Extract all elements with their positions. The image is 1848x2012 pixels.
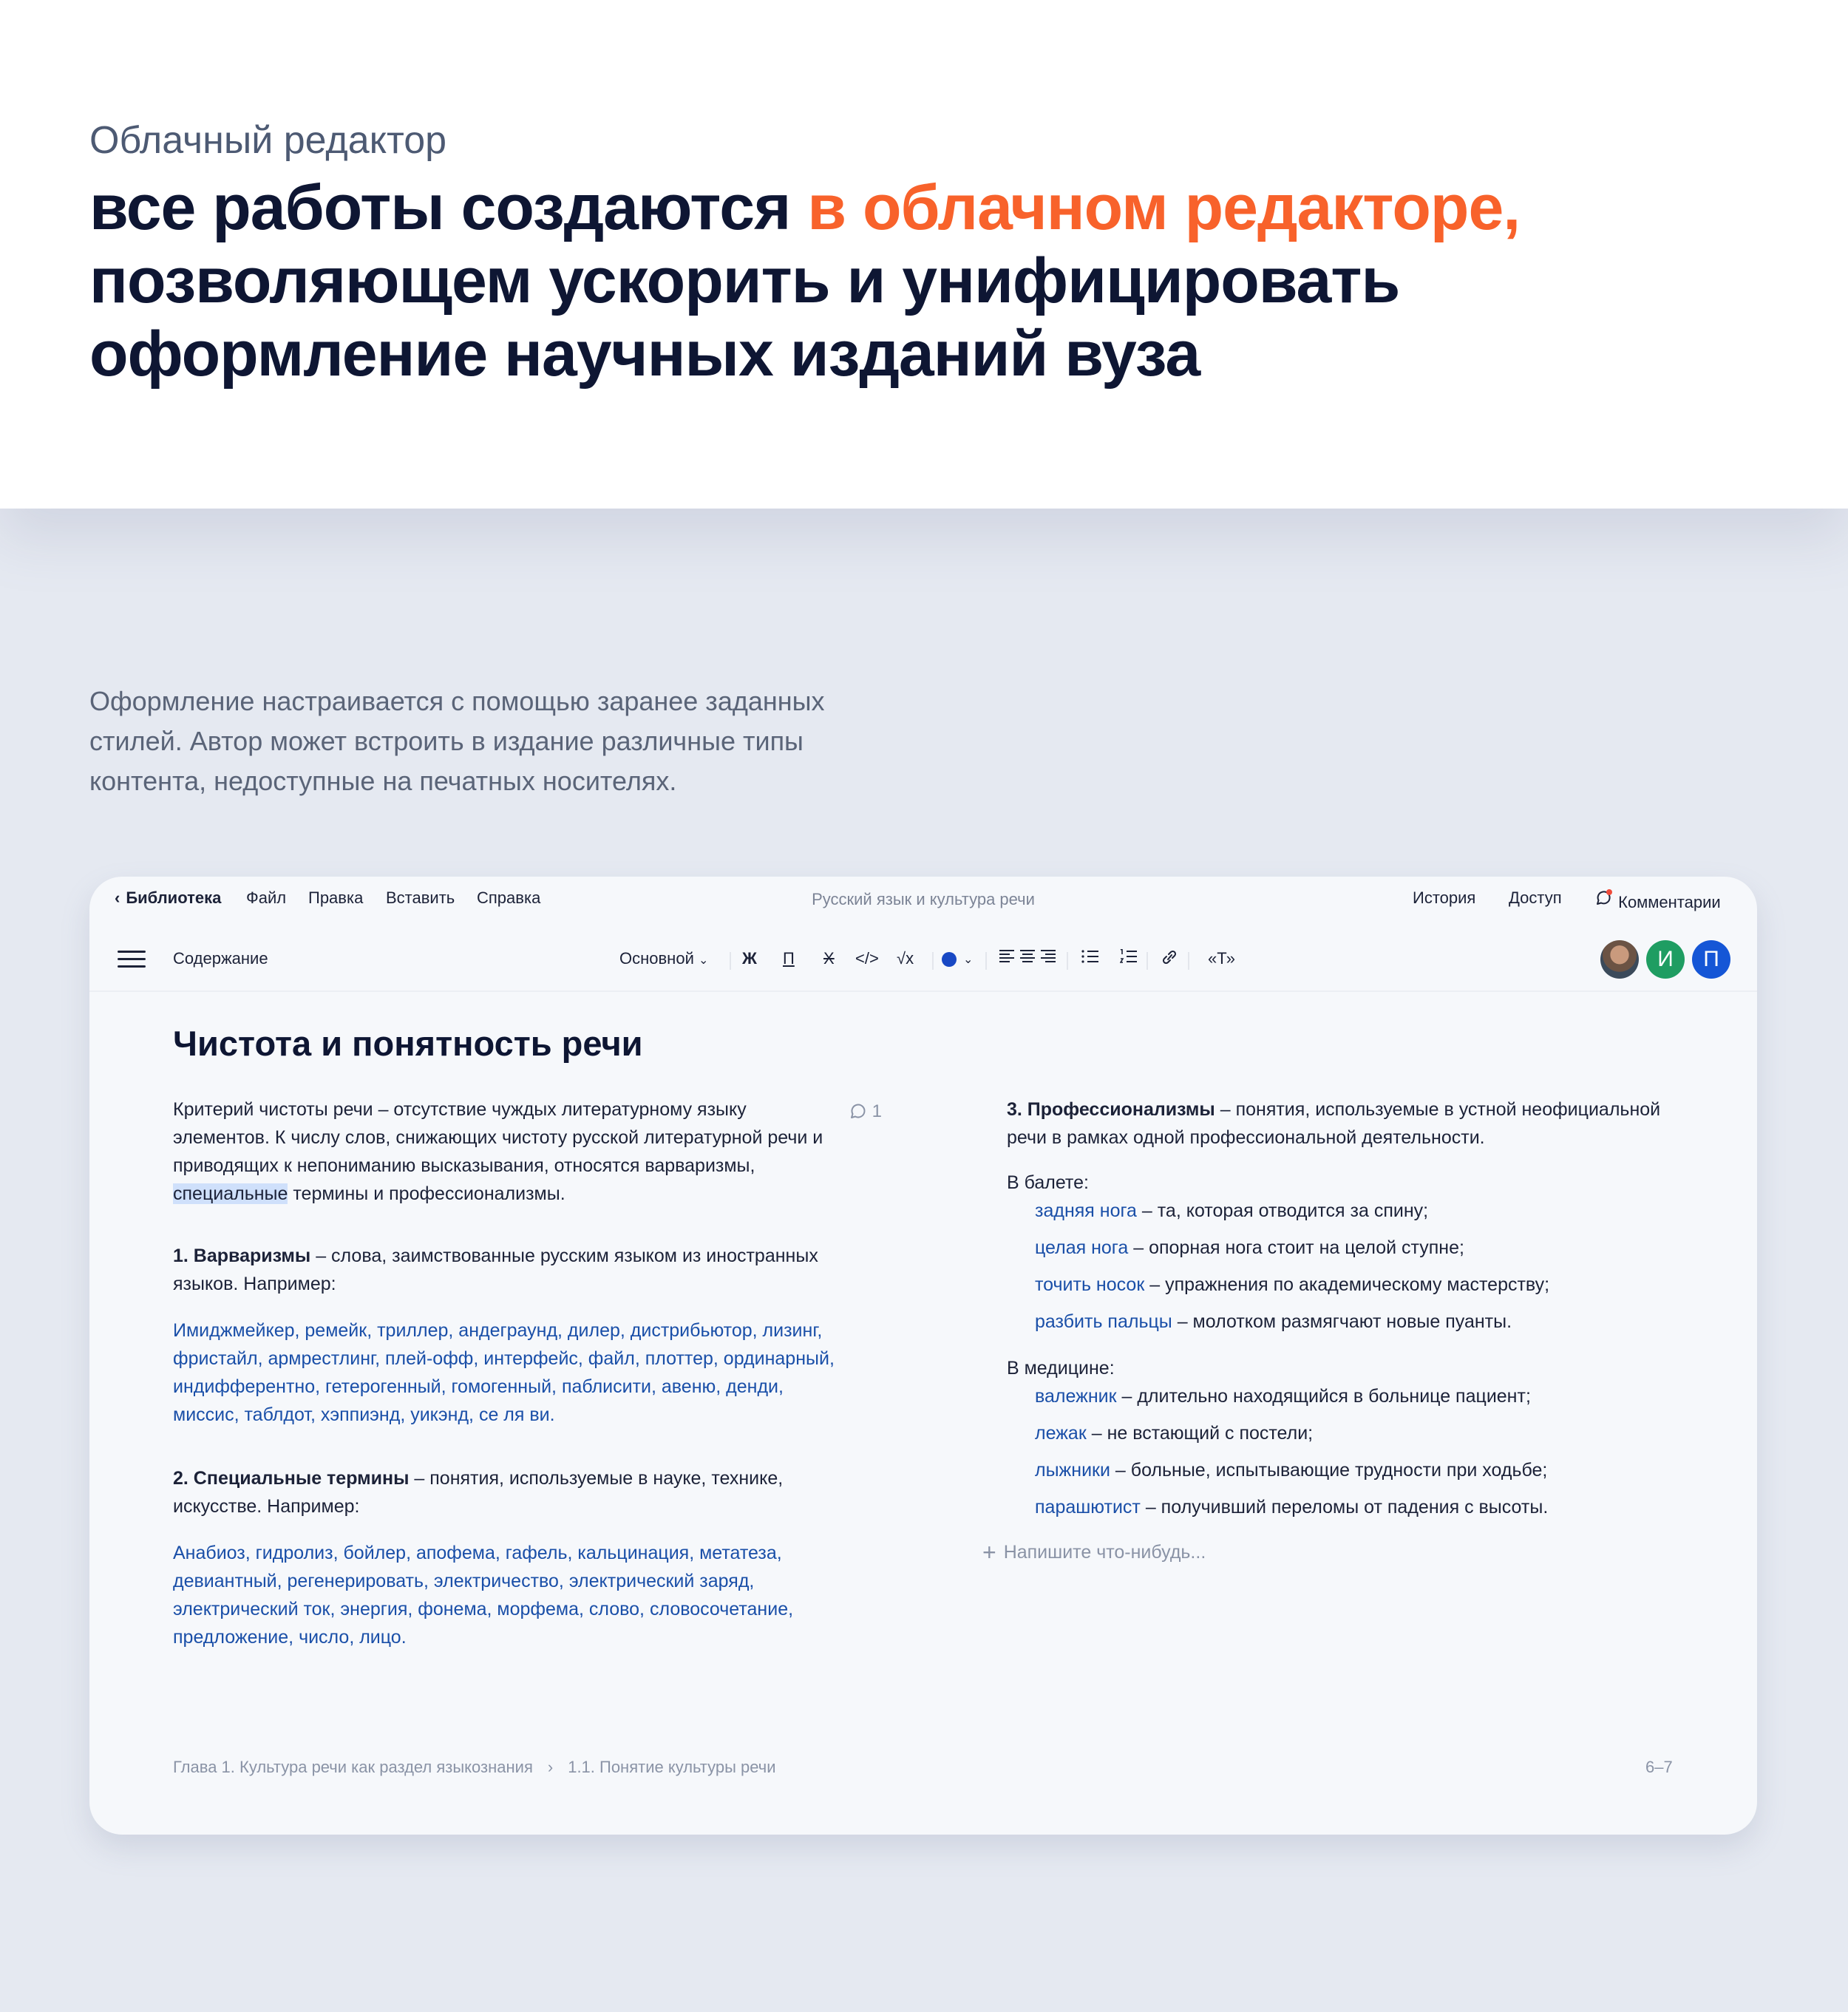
term-link[interactable]: целая нога xyxy=(1035,1237,1129,1258)
style-select-value: Основной xyxy=(619,949,694,968)
term-definition: – упражнения по академическому мастерству; xyxy=(1144,1274,1550,1295)
math-button[interactable]: √x xyxy=(897,949,914,968)
menu-insert[interactable]: Вставить xyxy=(386,888,455,907)
user-avatar-p[interactable]: П xyxy=(1692,940,1730,979)
section-title: 1. Варваризмы xyxy=(173,1245,311,1266)
document-heading: Чистота и понятность речи xyxy=(173,1024,643,1063)
toolbar-divider xyxy=(932,952,934,970)
section-special-terms[interactable] xyxy=(173,1464,823,1520)
ballet-term-row[interactable] xyxy=(1035,1234,1464,1262)
toolbar-divider xyxy=(1188,952,1189,970)
toolbar-divider xyxy=(1146,952,1148,970)
term-link[interactable]: парашютист xyxy=(1035,1497,1141,1518)
comment-marker[interactable] xyxy=(849,1101,882,1122)
medicine-term-row[interactable] xyxy=(1035,1493,1548,1521)
menu-file[interactable]: Файл xyxy=(246,888,287,907)
ballet-term-row[interactable] xyxy=(1035,1197,1428,1225)
menu-edit[interactable]: Правка xyxy=(308,888,364,907)
chevron-down-icon: ⌄ xyxy=(698,954,709,967)
new-block-input[interactable] xyxy=(982,1539,1206,1566)
history-button[interactable]: История xyxy=(1413,888,1476,907)
comment-icon xyxy=(849,1102,867,1120)
special-terms-examples[interactable]: Анабиоз, гидролиз, бойлер, апофема, гафель, кальцинация, метатеза, девиантный, регенерировать, электричество, электрический заряд, электрический ток, энергия, фонема, морфема, слово, словосочетание, предложение, число, лицо. xyxy=(173,1543,794,1648)
back-label: Библиотека xyxy=(126,888,222,907)
section-title: 3. Профессионализмы xyxy=(1007,1099,1215,1120)
placeholder-text: Напишите что-нибудь... xyxy=(1003,1542,1206,1563)
medicine-term-row[interactable] xyxy=(1035,1382,1531,1410)
highlighted-word[interactable]: специальные xyxy=(173,1183,288,1204)
align-right-icon[interactable] xyxy=(1040,949,1056,968)
term-definition: – получивший переломы от падения с высоты. xyxy=(1140,1497,1549,1518)
page-numbers: 6–7 xyxy=(1645,1758,1673,1776)
hero-eyebrow: Облачный редактор xyxy=(89,119,447,162)
hero-title xyxy=(89,171,1790,391)
intro-text-end: термины и профессионализмы. xyxy=(288,1183,565,1204)
quote-button[interactable]: «Т» xyxy=(1208,949,1235,968)
text-color-button[interactable] xyxy=(942,952,957,967)
style-select[interactable] xyxy=(619,949,708,968)
breadcrumb-chapter[interactable]: Глава 1. Культура речи как раздел языкознания xyxy=(173,1758,533,1776)
term-definition: – опорная нога стоит на целой ступне; xyxy=(1128,1237,1464,1258)
section-title: 2. Специальные термины xyxy=(173,1468,410,1489)
term-definition: – больные, испытывающие трудности при ходьбе; xyxy=(1110,1460,1548,1481)
term-link[interactable]: лежак xyxy=(1035,1423,1087,1444)
toolbar-divider xyxy=(1067,952,1068,970)
comments-label: Комментарии xyxy=(1618,893,1721,911)
align-left-icon[interactable] xyxy=(999,949,1015,968)
link-icon[interactable] xyxy=(1161,949,1178,970)
medicine-label: В медицине: xyxy=(1007,1358,1115,1379)
barbarisms-examples[interactable]: Имиджмейкер, ремейк, триллер, андеграунд, дилер, дистрибьютор, лизинг, фристайл, армрестлинг, плей-офф, интерфейс, файл, плоттер, ординарный, индифферентно, гетерогенный, гомогенный, паблисити, авеню, денди, миссис, таблдот, хэппиэнд, уикэнд, се ля ви. xyxy=(173,1320,835,1425)
term-link[interactable]: задняя нога xyxy=(1035,1200,1137,1221)
term-link[interactable]: лыжники xyxy=(1035,1460,1110,1481)
term-link[interactable]: точить носок xyxy=(1035,1274,1145,1295)
hero-title-part2: позволяющем ускорить и унифицировать оформление научных изданий вуза xyxy=(89,245,1400,390)
term-link[interactable]: разбить пальцы xyxy=(1035,1311,1172,1332)
breadcrumb-section[interactable]: 1.1. Понятие культуры речи xyxy=(568,1758,776,1776)
chevron-right-icon: › xyxy=(547,1758,554,1776)
bold-button[interactable]: Ж xyxy=(742,949,757,968)
access-button[interactable]: Доступ xyxy=(1509,888,1562,907)
strikethrough-button[interactable]: Х xyxy=(823,949,835,968)
hero-title-part1: все работы создаются xyxy=(89,172,808,243)
menu-help[interactable]: Справка xyxy=(477,888,541,907)
plus-icon[interactable]: + xyxy=(982,1539,996,1566)
ballet-label: В балете: xyxy=(1007,1172,1089,1193)
hero-title-accent: в облачном редакторе, xyxy=(807,172,1521,243)
section-text: – понятия, используемые в устной неофициальной речи в рамках одной профессиональной деятельности. xyxy=(1007,1099,1661,1148)
lead-text: Оформление настраивается с помощью заранее заданных стилей. Автор может встроить в издание различные типы контента, недоступные на печатных носителях. xyxy=(89,686,825,796)
menu-bar xyxy=(89,877,1757,924)
medicine-term-row[interactable] xyxy=(1035,1456,1547,1484)
toolbar-divider xyxy=(985,952,987,970)
bullet-list-icon[interactable] xyxy=(1081,949,1099,968)
term-definition: – не встающий с постели; xyxy=(1086,1423,1314,1444)
document-title: Русский язык и культура речи xyxy=(812,890,1035,908)
numbered-list-icon[interactable] xyxy=(1120,949,1138,968)
underline-button[interactable]: П xyxy=(783,949,795,968)
chevron-left-icon: ‹ xyxy=(115,888,120,907)
ballet-term-row[interactable] xyxy=(1035,1271,1549,1299)
breadcrumb xyxy=(173,1758,776,1777)
editor-window xyxy=(89,877,1757,1835)
section-text: – понятия, используемые в науке, технике, искусстве. Например: xyxy=(173,1468,784,1517)
align-center-icon[interactable] xyxy=(1019,949,1036,968)
user-avatar-photo[interactable] xyxy=(1600,940,1639,979)
menu-burger-icon[interactable] xyxy=(118,951,146,968)
formatting-toolbar xyxy=(89,924,1757,992)
term-definition: – та, которая отводится за спину; xyxy=(1136,1200,1429,1221)
contents-button[interactable]: Содержание xyxy=(173,949,268,968)
term-definition: – молотком размягчают новые пуанты. xyxy=(1172,1311,1512,1332)
term-definition: – длительно находящийся в больнице пациент; xyxy=(1116,1386,1531,1407)
toolbar-divider xyxy=(730,952,731,970)
section-barbarisms[interactable] xyxy=(173,1242,823,1298)
hero-section xyxy=(0,0,1848,509)
chevron-down-icon[interactable]: ⌄ xyxy=(963,954,974,966)
comment-notification-icon xyxy=(1594,893,1618,911)
ballet-term-row[interactable] xyxy=(1035,1308,1512,1336)
comment-count: 1 xyxy=(872,1101,883,1121)
term-link[interactable]: валежник xyxy=(1035,1386,1117,1407)
code-button[interactable]: </> xyxy=(855,949,879,968)
comments-button[interactable] xyxy=(1594,888,1721,912)
section-text: – слова, заимствованные русским языком из иностранных языков. Например: xyxy=(173,1245,818,1294)
intro-text: Критерий чистоты речи – отсутствие чуждых литературному языку элементов. К числу слов, снижающих чистоту русской литературной речи и приводящих к непониманию высказывания, относятся варваризмы, xyxy=(173,1099,823,1176)
section-professionalisms[interactable] xyxy=(1007,1095,1702,1152)
user-avatar-i[interactable]: И xyxy=(1646,940,1685,979)
intro-paragraph[interactable] xyxy=(173,1095,823,1208)
medicine-term-row[interactable] xyxy=(1035,1419,1313,1447)
